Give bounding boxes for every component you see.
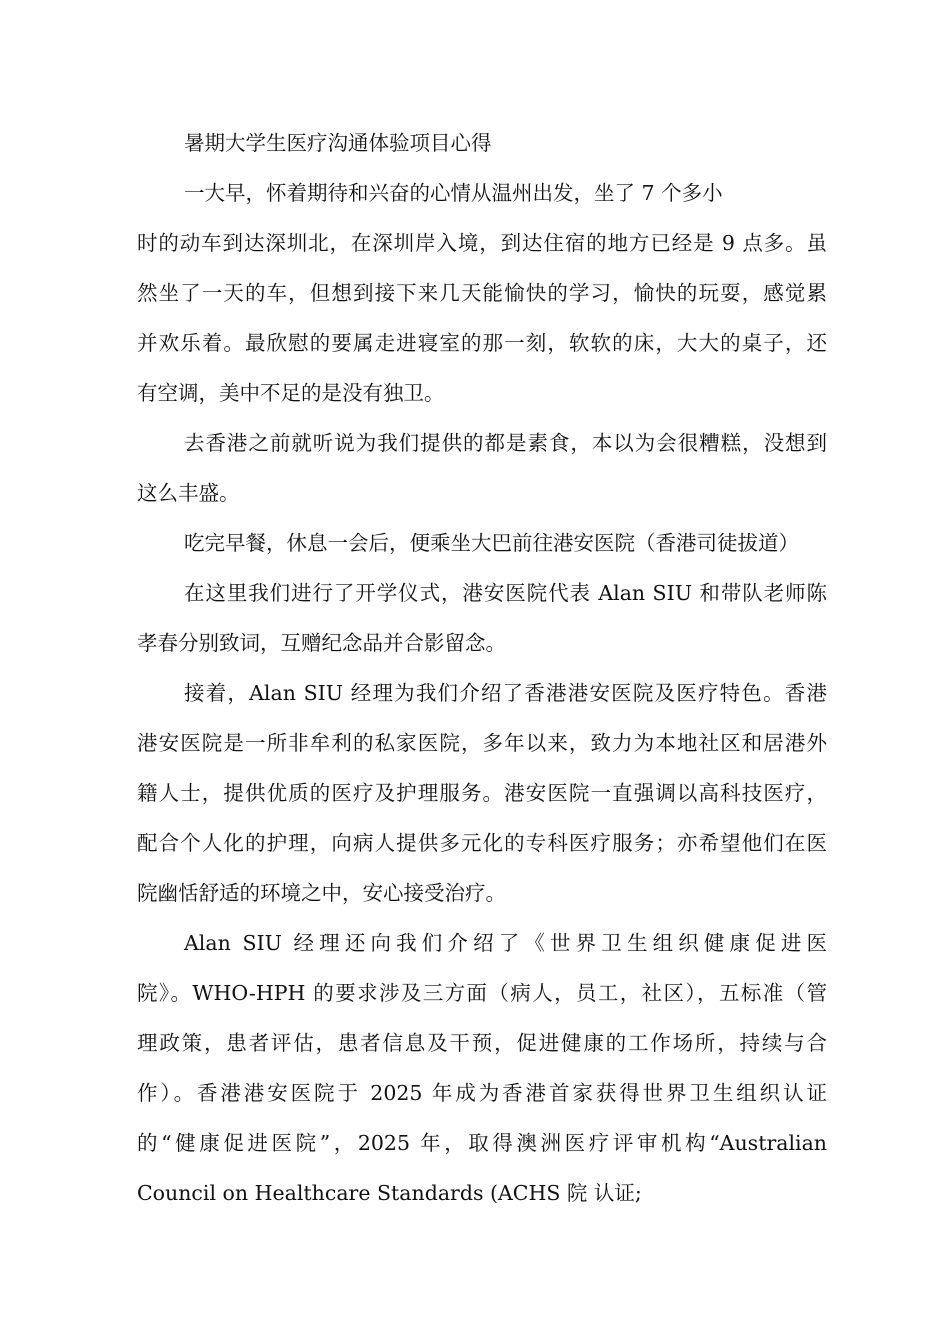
paragraph-4-line-1: 在这里我们进行了开学仪式，港安医院代表 Alan SIU 和带队老师陈	[184, 581, 827, 605]
paragraph-1-line-5: 有空调，美中不足的是没有独卫。	[137, 381, 445, 405]
document-body	[137, 118, 827, 1218]
paragraph-1-line-3: 然坐了一天的车，但想到接下来几天能愉快的学习，愉快的玩耍，感觉累	[137, 281, 827, 305]
paragraph-5-line-1: 接着，Alan SIU 经理为我们介绍了香港港安医院及医疗特色。香港	[184, 681, 827, 705]
paragraph-2-line-2: 这么丰盛。	[137, 481, 240, 505]
paragraph-6-line-4: 作）。香港港安医院于 2025 年成为香港首家获得世界卫生组织认证	[137, 1081, 827, 1105]
paragraph-6-line-6: Council on Healthcare Standards (ACHS 院 认证;	[137, 1181, 642, 1205]
paragraph-3-line-1: 吃完早餐，休息一会后，便乘坐大巴前往港安医院（香港司徒拔道）	[184, 531, 799, 555]
paragraph-5-line-5: 院幽恬舒适的环境之中，安心接受治疗。	[137, 881, 506, 905]
paragraph-5-line-4: 配合个人化的护理，向病人提供多元化的专科医疗服务；亦希望他们在医	[137, 831, 827, 855]
paragraph-2-line-1: 去香港之前就听说为我们提供的都是素食，本以为会很糟糕，没想到	[184, 431, 827, 455]
paragraph-6-line-5: 的“健康促进医院”，2025 年，取得澳洲医疗评审机构“Australian	[137, 1131, 827, 1155]
paragraph-4-line-2: 孝春分别致词，互赠纪念品并合影留念。	[137, 631, 506, 655]
document-title: 暑期大学生医疗沟通体验项目心得	[184, 131, 492, 155]
paragraph-1-line-2: 时的动车到达深圳北，在深圳岸入境，到达住宿的地方已经是 9 点多。虽	[137, 231, 827, 255]
paragraph-6-line-1: Alan SIU 经理还向我们介绍了《世界卫生组织健康促进医	[184, 931, 827, 955]
paragraph-6-line-3: 理政策，患者评估，患者信息及干预，促进健康的工作场所，持续与合	[137, 1031, 827, 1055]
paragraph-1-line-4: 并欢乐着。最欣慰的要属走进寝室的那一刻，软软的床，大大的桌子，还	[137, 331, 827, 355]
paragraph-5-line-2: 港安医院是一所非牟利的私家医院，多年以来，致力为本地社区和居港外	[137, 731, 827, 755]
paragraph-5-line-3: 籍人士，提供优质的医疗及护理服务。港安医院一直强调以高科技医疗，	[137, 781, 827, 805]
paragraph-6-line-2: 院》。WHO-HPH 的要求涉及三方面（病人，员工，社区），五标准（管	[137, 981, 827, 1005]
paragraph-1-line-1: 一大早，怀着期待和兴奋的心情从温州出发，坐了 7 个多小	[184, 181, 723, 205]
